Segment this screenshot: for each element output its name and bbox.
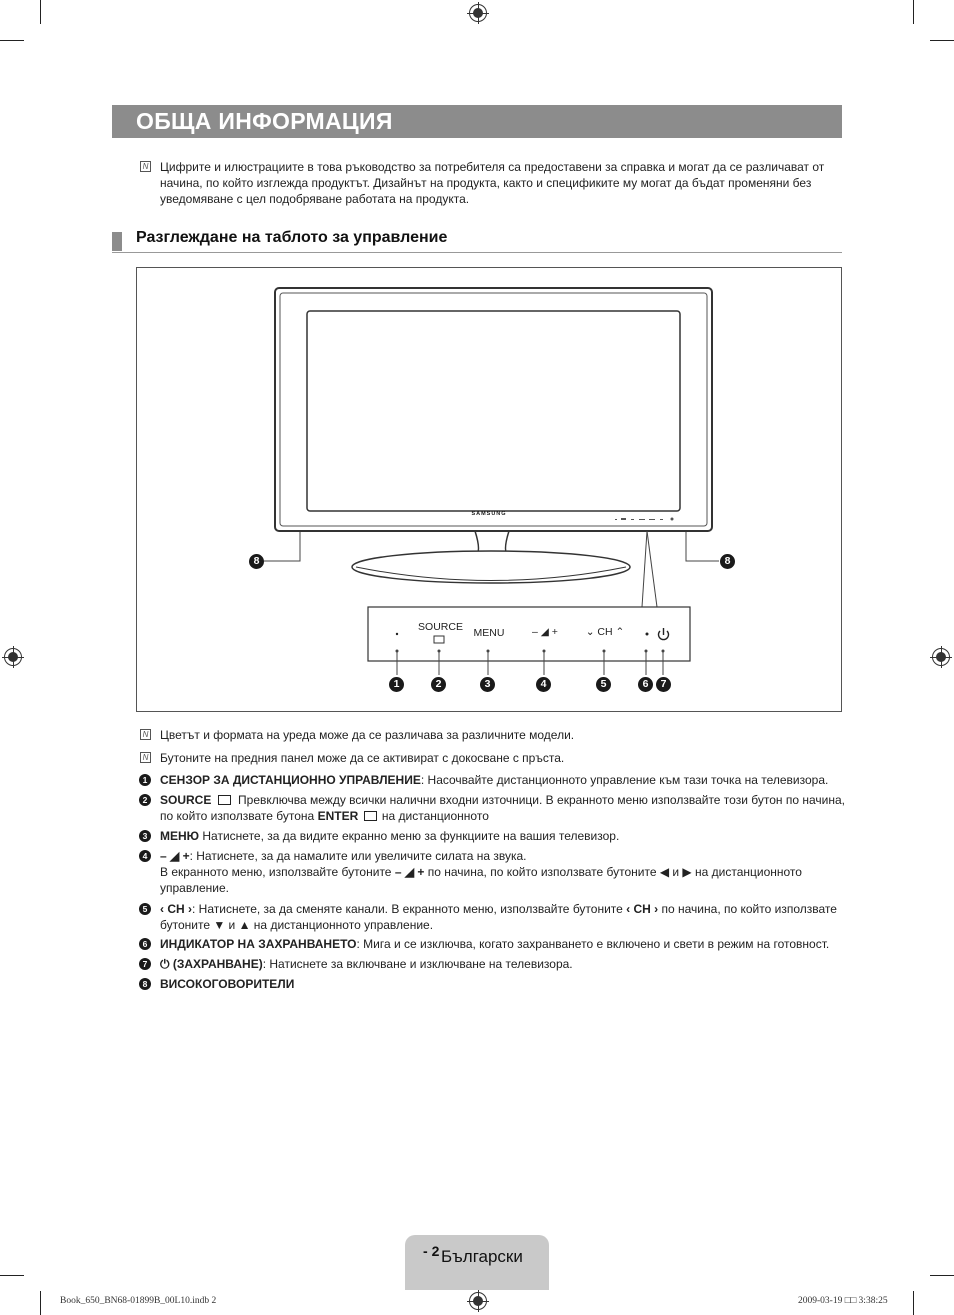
imprint-left: Book_650_BN68-01899B_00L10.indb 2 — [60, 1296, 217, 1306]
crop-mark — [913, 1291, 914, 1315]
note-touch-buttons: Бутоните на предния панел може да се активират с докосване с пръста. — [160, 751, 565, 765]
enter-icon — [218, 795, 231, 805]
tv-stand-base — [352, 551, 630, 583]
page-number: 2 — [431, 1243, 440, 1259]
note-color-shape: Цветът и формата на уреда може да се различава за различните модели. — [160, 728, 575, 742]
panel-volume-label: – ◢ + — [532, 626, 558, 638]
item-channel: ‹ CH ›: Натиснете, за да сменяте канали. В екранното меню, използвайте бутоните ‹ CH › по начина, по който използвате бутоните ▼ и ▲ на дистанционното управление. — [160, 902, 837, 932]
control-panel-figure — [136, 267, 842, 712]
tv-illustration — [137, 268, 841, 711]
item-remote-sensor: СЕНЗОР ЗА ДИСТАНЦИОННО УПРАВЛЕНИЕ: Насочвайте дистанционното управление към тази точка на телевизора. — [160, 773, 829, 787]
crop-mark — [930, 1275, 954, 1276]
callout-badge-5: 5 — [596, 677, 611, 692]
item-speakers: ВИСОКОГОВОРИТЕЛИ — [160, 977, 295, 991]
item-menu: МЕНЮ Натиснете, за да видите екранно меню за функциите на вашия телевизор. — [160, 829, 620, 843]
item-number: 6 — [139, 938, 151, 950]
note-icon: N — [140, 161, 151, 172]
item-number: 5 — [139, 903, 151, 915]
page-title-bar — [112, 105, 842, 138]
item-volume: – ◢ +: Натиснете, за да намалите или увеличите силата на звука. В екранното меню, използвайте бутоните – ◢ + по начина, по който използвате бутоните ◀ и ▶ на дистанционното управление. — [160, 849, 802, 895]
callout-badge-8-left: 8 — [249, 554, 264, 569]
tv-screen — [307, 311, 680, 511]
item-number: 3 — [139, 830, 151, 842]
crop-mark — [0, 40, 24, 41]
brand-logo: SAMSUNG — [471, 511, 507, 517]
callout-badge-6: 6 — [638, 677, 653, 692]
crop-mark — [40, 1291, 41, 1315]
crop-mark — [913, 0, 914, 24]
registration-mark-icon — [469, 1292, 487, 1310]
item-power-indicator: ИНДИКАТОР НА ЗАХРАНВАНЕТО: Мига и се изключва, когато захранването е включено и свети в режим на готовност. — [160, 937, 830, 951]
item-number: 1 — [139, 774, 151, 786]
callout-badge-8-right: 8 — [720, 554, 735, 569]
item-number: 4 — [139, 850, 151, 862]
panel-menu-label: MENU — [473, 627, 505, 639]
item-number: 7 — [139, 958, 151, 970]
item-number: 2 — [139, 794, 151, 806]
imprint-right: 2009-03-19 □□ 3:38:25 — [798, 1296, 888, 1306]
crop-mark — [40, 0, 41, 24]
item-number: 8 — [139, 978, 151, 990]
crop-mark — [930, 40, 954, 41]
callout-badge-2: 2 — [431, 677, 446, 692]
section-divider — [112, 252, 842, 253]
note-icon: N — [140, 729, 151, 740]
page-title: ОБЩА ИНФОРМАЦИЯ — [136, 108, 393, 134]
registration-mark-icon — [932, 648, 950, 666]
callout-badge-3: 3 — [480, 677, 495, 692]
panel-channel-label: ⌄ CH ⌃ — [585, 626, 625, 638]
item-power: ⏻ (ЗАХРАНВАНЕ): Натиснете за включване и изключване на телевизора. — [160, 957, 573, 971]
note-icon: N — [140, 752, 151, 763]
registration-mark-icon — [4, 648, 22, 666]
intro-note: Цифрите и илюстрациите в това ръководство за потребителя са предоставени за справка и могат да се различават от начина, по който изглежда продуктът. Дизайнът на продукта, както и спецификите му могат да бъдат променяни без уведомяване с цел подобряване работата на продукта. — [160, 160, 825, 206]
enter-icon — [364, 811, 377, 821]
registration-mark-icon — [469, 4, 487, 22]
callout-badge-7: 7 — [656, 677, 671, 692]
panel-source-label: SOURCE — [418, 621, 463, 633]
page-number-tab: Български - 2 — [405, 1235, 549, 1290]
crop-mark — [0, 1275, 24, 1276]
section-title: Разглеждане на таблото за управление — [136, 229, 448, 246]
item-source: SOURCE Превключва между всички налични входни източници. В екранното меню използвайте този бутон по начина, по който използвате бутона ENTER на дистанционното — [160, 793, 845, 823]
callout-badge-1: 1 — [389, 677, 404, 692]
section-marker — [112, 232, 122, 251]
language-label: Български — [441, 1247, 523, 1266]
callout-badge-4: 4 — [536, 677, 551, 692]
